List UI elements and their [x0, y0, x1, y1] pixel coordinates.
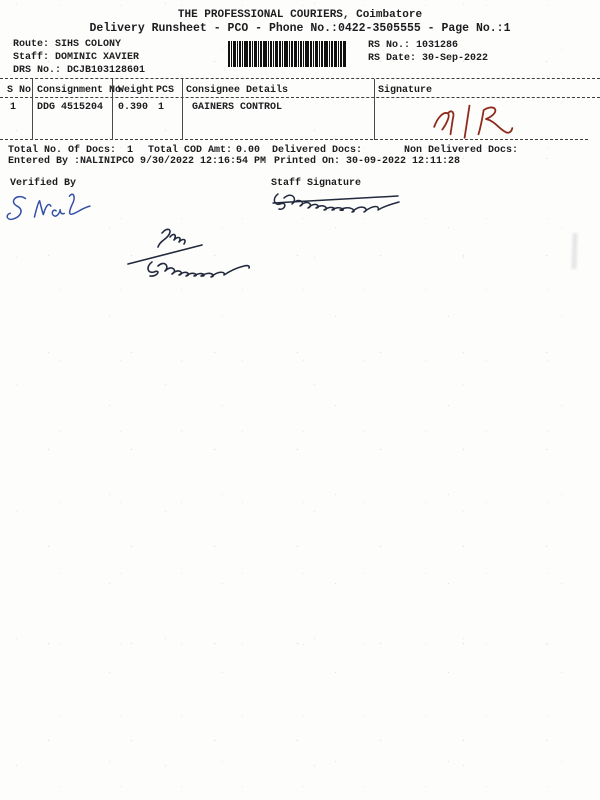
- delivered-docs-label: Delivered Docs:: [272, 145, 363, 156]
- rs-no-line: [368, 40, 458, 51]
- cell-s-no: 1: [10, 102, 17, 113]
- total-docs-value: 1: [127, 145, 134, 156]
- cod-amount-value: 0.00: [236, 145, 261, 156]
- verified-by-signature-ink: [3, 184, 105, 231]
- staff-label: Staff:: [13, 52, 50, 63]
- drs-number-value: DCJB103128601: [67, 65, 146, 76]
- route-label: Route:: [13, 39, 50, 50]
- col-header-consignment: Consignment No: [37, 85, 122, 96]
- scan-smudge: [571, 233, 577, 269]
- total-docs-label: Total No. Of Docs:: [8, 145, 117, 156]
- cell-consignee: GAINERS CONTROL: [192, 102, 283, 113]
- column-divider-4: [374, 79, 375, 140]
- col-header-pcs: PCS: [156, 85, 175, 96]
- cell-consignment: DDG 4515204: [37, 102, 104, 113]
- divider-top: [0, 78, 600, 79]
- staff-signature-label: Staff Signature: [271, 178, 362, 189]
- route-value: SIHS COLONY: [55, 39, 122, 50]
- rs-date-value: 30-Sep-2022: [422, 53, 489, 64]
- rs-date-line: [368, 53, 488, 64]
- printed-on-line: Printed On: 30-09-2022 12:11:28: [274, 156, 461, 167]
- col-header-signature: Signature: [378, 85, 433, 96]
- column-divider-3: [182, 79, 183, 140]
- drs-line: [13, 65, 145, 76]
- drs-number-label: DRS No.:: [13, 65, 62, 76]
- recipient-signature-ink: [421, 95, 553, 146]
- cell-weight: 0.390: [118, 102, 149, 113]
- staff-line: [13, 52, 139, 63]
- col-header-s-no: S No: [7, 85, 32, 96]
- route-line: [13, 39, 121, 50]
- consignment-barcode: [228, 41, 346, 67]
- non-delivered-label: Non Delivered Docs:: [404, 145, 519, 156]
- column-divider-1: [32, 79, 33, 140]
- col-header-weight: Weight: [118, 85, 155, 96]
- cod-amount-label: Total COD Amt:: [148, 145, 233, 156]
- rs-no-value: 1031286: [416, 40, 459, 51]
- courier-signature-ink: [118, 222, 278, 278]
- rs-no-label: RS No.:: [368, 40, 411, 51]
- page-subtitle: Delivery Runsheet - PCO - Phone No.:0422-3505555 - Page No.:1: [89, 22, 511, 35]
- entered-by-line: Entered By :NALINIPCO 9/30/2022 12:16:54 PM: [8, 156, 267, 167]
- col-header-consignee: Consignee Details: [186, 85, 289, 96]
- verified-by-label: Verified By: [10, 178, 77, 189]
- rs-date-label: RS Date:: [368, 53, 417, 64]
- staff-value: DOMINIC XAVIER: [55, 52, 140, 63]
- page-title: THE PROFESSIONAL COURIERS, Coimbatore: [177, 9, 423, 21]
- cell-pcs: 1: [158, 102, 165, 113]
- staff-signature-ink: [268, 186, 408, 218]
